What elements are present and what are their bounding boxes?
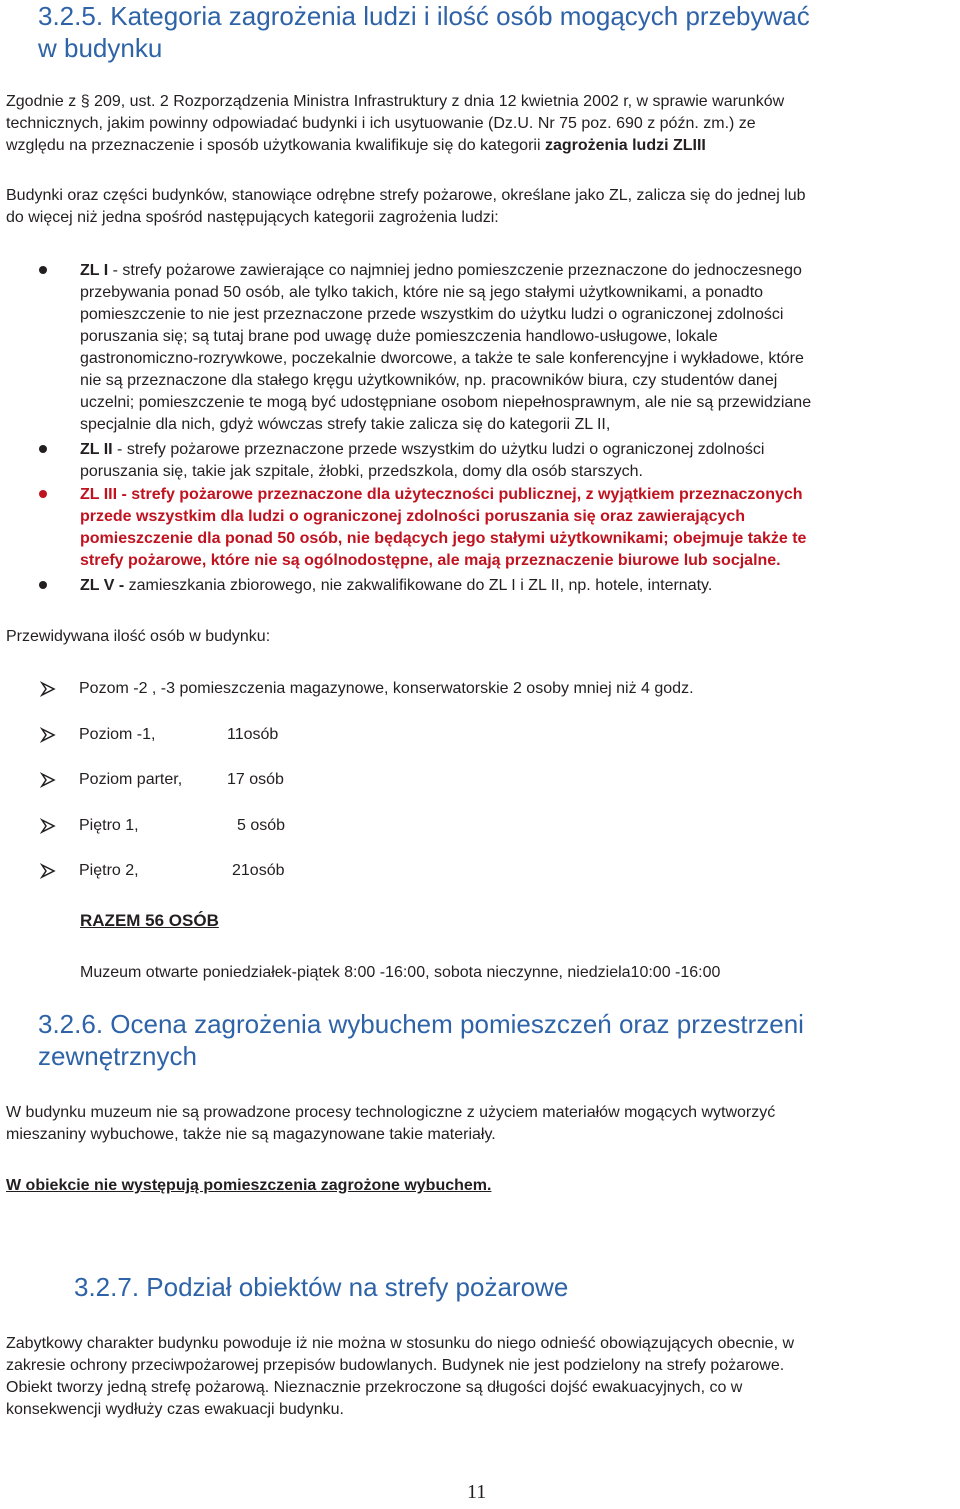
text-line: strefy pożarowe, które nie są ogólnodostępne, ale mają przeznaczenie biurowe lub socjalne. xyxy=(80,552,781,569)
list-item-zl3 xyxy=(80,484,950,572)
categories-intro-paragraph xyxy=(6,185,956,229)
text-line: Obiekt tworzy jedną strefę pożarową. Nieznacznie przekroczone są długości dojść ewakuacyjnych, co w xyxy=(6,1379,743,1396)
section-heading-326 xyxy=(38,1008,804,1072)
text-line: przede wszystkim dla ludzi o ograniczonej zdolności poruszania się oraz zawierających xyxy=(80,508,746,525)
section-heading-327: 3.2.7. Podział obiektów na strefy pożarowe xyxy=(74,1272,569,1302)
level-count: 21osób xyxy=(232,862,285,879)
bullet-icon xyxy=(39,445,47,453)
text-line: W budynku muzeum nie są prowadzone procesy technologiczne z użyciem materiałów mogących wytworzyć xyxy=(6,1104,776,1121)
text-line: zakresie ochrony przeciwpożarowej przepisów budowlanych. Budynek nie jest podzielony na strefy pożarowe. xyxy=(6,1357,785,1374)
level-name: Pozom -2 , -3 pomieszczenia magazynowe, konserwatorskie 2 osoby mniej niż 4 godz. xyxy=(79,680,694,697)
category-emphasis: zagrożenia ludzi ZLIII xyxy=(544,137,706,154)
text-span: - strefy pożarowe przeznaczone przede wszystkim do użytku ludzi o ograniczonej zdolności xyxy=(112,441,765,458)
text-span: zamieszkania zbiorowego, nie zakwalifikowane do ZL I i ZL II, np. hotele, internaty. xyxy=(128,577,713,594)
text-line: gastronomiczno-rozrywkowe, poczekalnie dworcowe, a także te sale konferencyjne i wykładowe, które xyxy=(80,350,804,367)
text-line: poruszania się, takie jak szpitale, żłobki, przedszkola, domy dla osób starszych. xyxy=(80,463,643,480)
opening-hours: Muzeum otwarte poniedziałek-piątek 8:00 -16:00, sobota nieczynne, niedziela10:00 -16:00 xyxy=(80,964,721,981)
section-heading-325 xyxy=(38,0,810,64)
list-item-zl2 xyxy=(80,439,950,483)
arrow-bullet-icon xyxy=(40,772,56,788)
text-line: przebywania ponad 50 osób, ale tylko takich, które nie są jego stałymi użytkownikami, a ponadto xyxy=(80,284,764,301)
persons-heading: Przewidywana ilość osób w budynku: xyxy=(6,628,271,645)
heading-line: 3.2.6. Ocena zagrożenia wybuchem pomieszczeń oraz przestrzeni xyxy=(38,1009,804,1039)
text-line: Zgodnie z § 209, ust. 2 Rozporządzenia Ministra Infrastruktury z dnia 12 kwietnia 2002 r, w sprawie warunków xyxy=(6,93,785,110)
level-name: Poziom parter, xyxy=(79,771,183,788)
level-name: Piętro 1, xyxy=(79,817,139,834)
explosion-conclusion: W obiekcie nie występują pomieszczenia zagrożone wybuchem. xyxy=(6,1177,492,1194)
text-line: Zabytkowy charakter budynku powoduje iż nie można w stosunku do niego odnieść obowiązujących obecnie, w xyxy=(6,1335,795,1352)
text-line: specjalnie dla nich, gdyż wówczas strefy takie zalicza się do kategorii ZL II, xyxy=(80,416,611,433)
arrow-bullet-icon xyxy=(40,681,56,697)
level-count: 5 osób xyxy=(237,817,286,834)
explosion-paragraph xyxy=(6,1102,956,1146)
arrow-bullet-icon xyxy=(40,863,56,879)
persons-total: RAZEM 56 OSÓB xyxy=(80,911,219,930)
text-line: pomieszczenie to nie jest przeznaczone przede wszystkim do użytku ludzi o ograniczonej zdolności xyxy=(80,306,784,323)
page-number: 11 xyxy=(467,1481,487,1503)
level-count: 17 osób xyxy=(227,771,284,788)
category-label: ZL V - xyxy=(80,577,129,594)
text-line xyxy=(80,439,950,461)
category-label: ZL I xyxy=(80,262,109,279)
text-line: uczelni; pomieszczenie te mogą być udostępniane osobom niepełnosprawnym, ale nie są przewidziane xyxy=(80,394,812,411)
bullet-icon xyxy=(39,266,47,274)
text-line xyxy=(80,575,950,597)
heading-line: zewnętrznych xyxy=(38,1041,197,1071)
list-item-zl1 xyxy=(80,260,950,436)
text-span: - strefy pożarowe zawierające co najmniej jedno pomieszczenie przeznaczone do jednoczesnego xyxy=(108,262,802,279)
level-name: Piętro 2, xyxy=(79,862,139,879)
text-line: Budynki oraz części budynków, stanowiące odrębne strefy pożarowe, określane jako ZL, zalicza się do jednej lub xyxy=(6,187,806,204)
level-row xyxy=(79,678,694,700)
text-line: do więcej niż jedna spośród następujących kategorii zagrożenia ludzi: xyxy=(6,209,499,226)
text-span: względu na przeznaczenie i sposób użytkowania kwalifikuje się do kategorii xyxy=(6,137,545,154)
text-line: konsekwencji wydłuży czas ewakuacji budynku. xyxy=(6,1401,344,1418)
level-count: 11osób xyxy=(227,726,279,743)
text-line: technicznych, jakim powinny odpowiadać budynki i ich usytuowanie (Dz.U. Nr 75 poz. 690 z późn. zm.) ze xyxy=(6,115,756,132)
arrow-bullet-icon xyxy=(40,727,56,743)
fire-zones-paragraph xyxy=(6,1333,956,1421)
text-line xyxy=(80,260,950,282)
text-line: ZL III - strefy pożarowe przeznaczone dla użyteczności publicznej, z wyjątkiem przeznaczonych xyxy=(80,486,803,503)
text-line xyxy=(6,135,956,157)
level-name: Poziom -1, xyxy=(79,726,156,743)
text-line: mieszaniny wybuchowe, także nie są magazynowane takie materiały. xyxy=(6,1126,496,1143)
list-item-zl5 xyxy=(80,575,950,597)
text-line: nie są przeznaczone dla stałego kręgu użytkowników, np. pracowników biura, czy studentów danej xyxy=(80,372,778,389)
heading-line: 3.2.5. Kategoria zagrożenia ludzi i ilość osób mogących przebywać xyxy=(38,1,810,31)
intro-paragraph xyxy=(6,91,956,157)
text-line: pomieszczenie dla ponad 50 osób, nie będących jego stałymi użytkownikami; obejmuje także te xyxy=(80,530,807,547)
heading-line: w budynku xyxy=(38,33,163,63)
bullet-icon xyxy=(39,581,47,589)
bullet-icon xyxy=(39,490,47,498)
arrow-bullet-icon xyxy=(40,818,56,834)
text-line: poruszania się; są tutaj brane pod uwagę duże pomieszczenia handlowo-usługowe, lokale xyxy=(80,328,718,345)
category-label: ZL II xyxy=(80,441,113,458)
